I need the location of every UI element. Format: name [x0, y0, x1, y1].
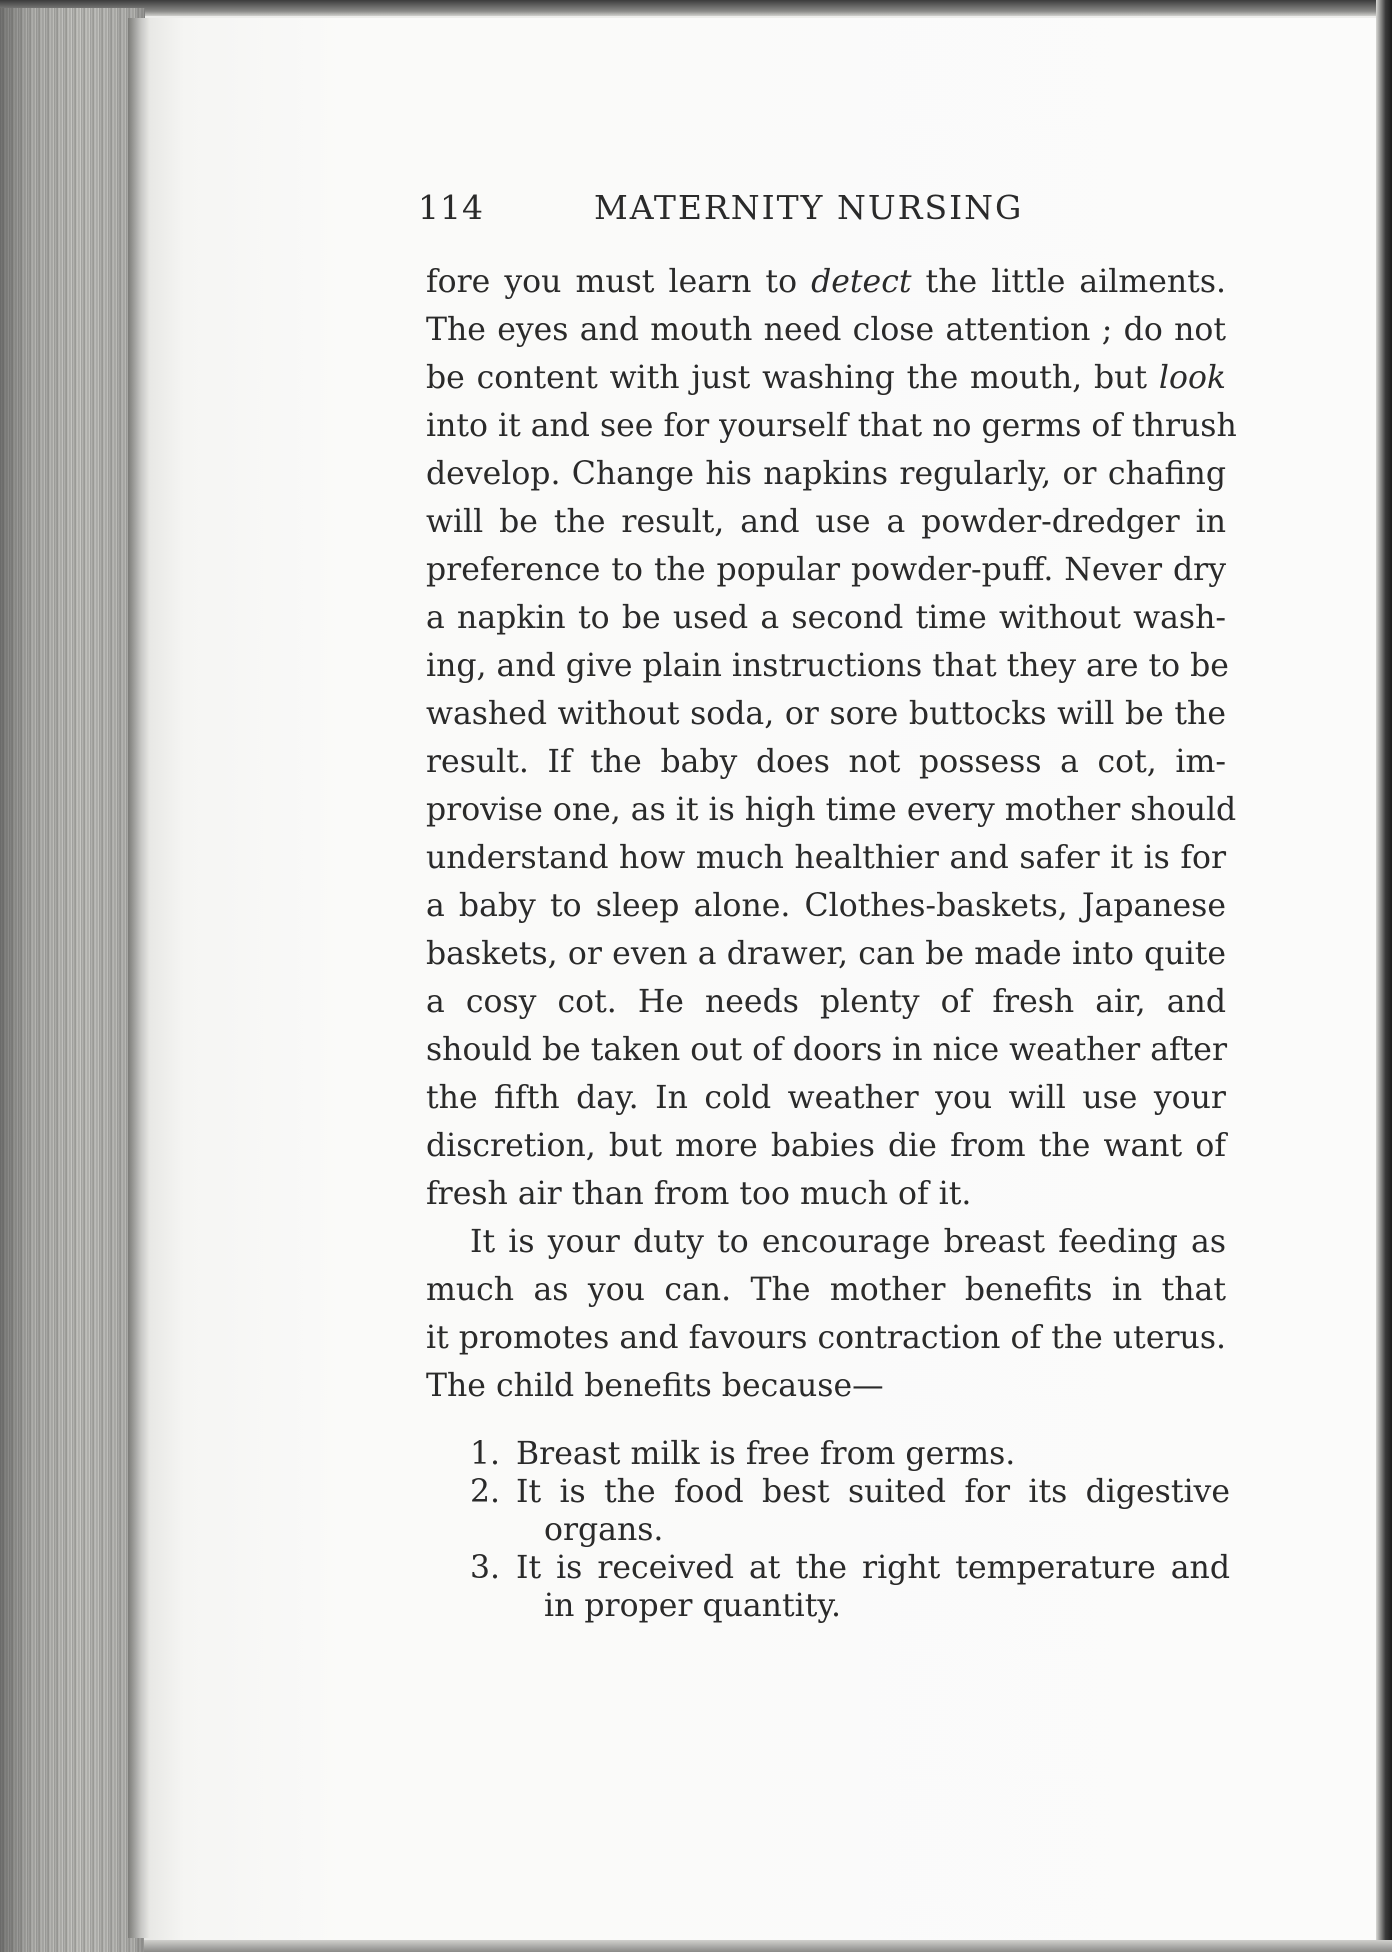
- list-item: [470, 1472, 1230, 1512]
- list-item-continuation: in proper quantity.: [544, 1588, 841, 1624]
- list-text: It is the food best suited for its digestive: [516, 1474, 1230, 1510]
- text-line: a cosy cot. He needs plenty of fresh air, and: [426, 984, 1226, 1020]
- scan-bottom-edge: [144, 1940, 1392, 1952]
- text-line: will be the result, and use a powder-dredger in: [426, 504, 1226, 540]
- running-header: [418, 188, 1042, 236]
- text-span: fore you must learn to: [426, 264, 812, 300]
- text-line: understand how much healthier and safer it is for: [426, 840, 1226, 876]
- text-line: a baby to sleep alone. Clothes-baskets, Japanese: [426, 888, 1226, 924]
- text-span: the little ailments.: [911, 264, 1226, 300]
- list-number: 1.: [470, 1436, 501, 1472]
- text-line: baskets, or even a drawer, can be made into quite: [426, 936, 1226, 972]
- text-line: result. If the baby does not possess a cot, im-: [426, 744, 1226, 780]
- list-text: It is received at the right temperature and: [516, 1550, 1230, 1586]
- list-item: [470, 1548, 1230, 1588]
- text-span: be content with just washing the mouth, but: [426, 360, 1159, 396]
- text-line: It is your duty to encourage breast feeding as: [470, 1224, 1226, 1260]
- text-line: washed without soda, or sore buttocks will be the: [426, 696, 1226, 732]
- text-line: develop. Change his napkins regularly, or chafing: [426, 456, 1226, 492]
- list-number: 2.: [470, 1474, 501, 1510]
- page-leaf: [144, 18, 1376, 1940]
- text-line: discretion, but more babies die from the want of: [426, 1128, 1226, 1164]
- scan-top-edge: [0, 0, 1392, 16]
- text-line: ing, and give plain instructions that they are to be: [426, 648, 1229, 684]
- emphasis-look: look: [1158, 360, 1226, 396]
- list-number: 3.: [470, 1550, 501, 1586]
- book-page-edges: [0, 8, 145, 1952]
- page-number: 114: [418, 188, 484, 227]
- text-line: it promotes and favours contraction of the uterus.: [426, 1320, 1226, 1356]
- text-line: the fifth day. In cold weather you will use your: [426, 1080, 1226, 1116]
- text-line: [426, 358, 1226, 398]
- text-line: preference to the popular powder-puff. Never dry: [426, 552, 1226, 588]
- text-line: provise one, as it is high time every mother should: [426, 792, 1237, 828]
- text-line: The child benefits because—: [426, 1368, 884, 1404]
- running-title: MATERNITY NURSING: [594, 188, 1024, 227]
- scan-right-edge: [1376, 0, 1392, 1952]
- text-line: into it and see for yourself that no germs of thrush: [426, 408, 1237, 444]
- list-item: [470, 1434, 1230, 1474]
- text-line: should be taken out of doors in nice weather after: [426, 1032, 1228, 1068]
- text-line: a napkin to be used a second time without wash-: [426, 600, 1226, 636]
- text-line: much as you can. The mother benefits in that: [426, 1272, 1226, 1308]
- gutter-shadow: [128, 18, 150, 1938]
- text-line: [426, 262, 1226, 302]
- text-line: fresh air than from too much of it.: [426, 1176, 972, 1212]
- text-line: The eyes and mouth need close attention ; do not: [426, 312, 1226, 348]
- emphasis-detect: detect: [811, 264, 912, 300]
- list-item-continuation: organs.: [544, 1512, 664, 1548]
- list-text: Breast milk is free from germs.: [516, 1436, 1016, 1472]
